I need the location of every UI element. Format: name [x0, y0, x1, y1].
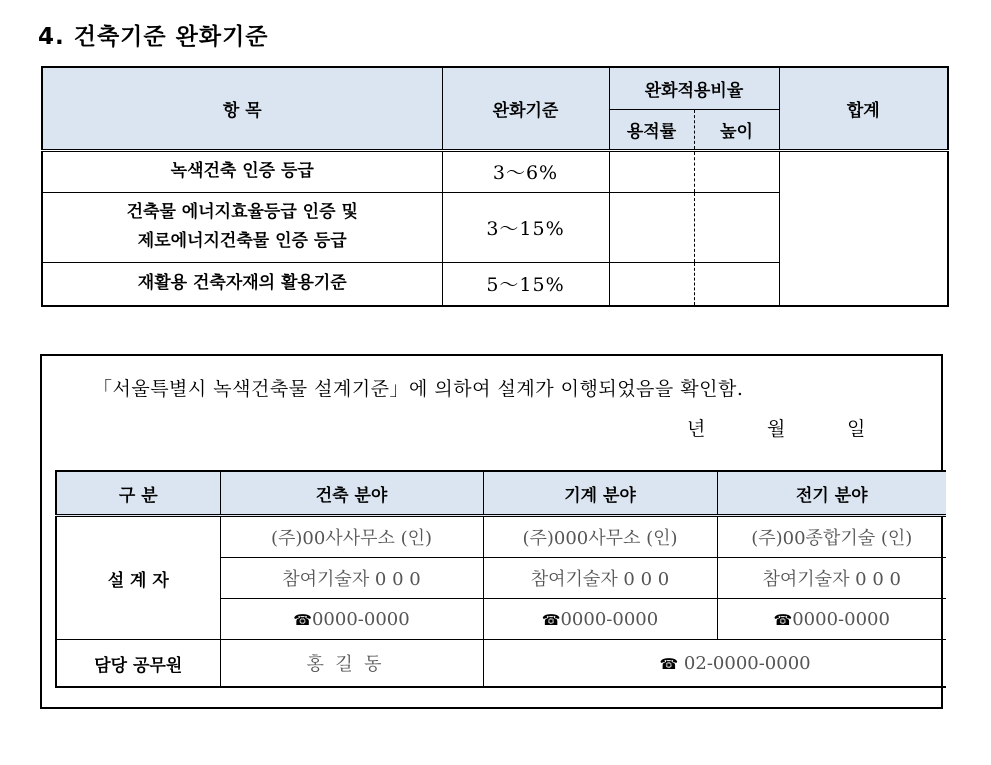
telephone-icon: ☎	[659, 654, 679, 673]
date-month: 월	[767, 418, 786, 440]
header-far: 용적률	[609, 109, 694, 150]
row-value: 3～15%	[442, 192, 609, 262]
far-cell[interactable]	[609, 150, 694, 192]
arch-engineer: 참여기술자 0 0 0	[220, 558, 483, 599]
far-cell[interactable]	[609, 262, 694, 306]
designer-table	[55, 470, 946, 688]
arch-phone: ☎0000-0000	[220, 599, 483, 640]
height-cell[interactable]	[694, 192, 779, 262]
relaxation-criteria-table	[41, 66, 949, 307]
header-ratio: 완화적용비율	[609, 67, 779, 109]
height-cell[interactable]	[694, 150, 779, 192]
confirmation-text: 「서울특별시 녹색건축물 설계기준」에 의하여 설계가 이행되었음을 확인함.	[93, 378, 744, 400]
row-item: 건축물 에너지효율등급 인증 및 제로에너지건축물 인증 등급	[42, 192, 442, 262]
telephone-icon: ☎	[541, 610, 561, 629]
header-architecture: 건축 분야	[220, 471, 483, 516]
row-item: 녹색건축 인증 등급	[42, 150, 442, 192]
row-value: 5～15%	[442, 262, 609, 306]
total-cell[interactable]	[779, 150, 948, 306]
header-criteria: 완화기준	[442, 67, 609, 150]
telephone-icon: ☎	[773, 610, 793, 629]
height-cell[interactable]	[694, 262, 779, 306]
header-electrical: 전기 분야	[717, 471, 946, 516]
mech-phone: ☎0000-0000	[483, 599, 717, 640]
mech-engineer: 참여기술자 0 0 0	[483, 558, 717, 599]
confirmation-box	[40, 354, 943, 709]
header-height: 높이	[694, 109, 779, 150]
mech-firm: (주)000사무소 (인)	[483, 516, 717, 558]
page-title: 4. 건축기준 완화기준	[38, 24, 269, 50]
elec-firm: (주)00종합기술 (인)	[717, 516, 946, 558]
row-value: 3～6%	[442, 150, 609, 192]
date-year: 년	[687, 418, 706, 440]
header-division: 구 분	[56, 471, 220, 516]
table-row	[42, 150, 948, 192]
header-mechanical: 기계 분야	[483, 471, 717, 516]
designer-label: 설 계 자	[56, 516, 220, 640]
date-day: 일	[847, 418, 866, 440]
arch-firm: (주)00사사무소 (인)	[220, 516, 483, 558]
table-row	[56, 516, 946, 558]
far-cell[interactable]	[609, 192, 694, 262]
official-name: 홍 길 동	[220, 640, 483, 688]
official-phone: ☎ 02-0000-0000	[483, 640, 946, 688]
header-total: 합계	[779, 67, 948, 150]
row-item: 재활용 건축자재의 활용기준	[42, 262, 442, 306]
official-label: 담당 공무원	[56, 640, 220, 688]
elec-phone: ☎0000-0000	[717, 599, 946, 640]
elec-engineer: 참여기술자 0 0 0	[717, 558, 946, 599]
table-row	[56, 640, 946, 688]
telephone-icon: ☎	[293, 610, 312, 629]
header-item: 항 목	[42, 67, 442, 150]
